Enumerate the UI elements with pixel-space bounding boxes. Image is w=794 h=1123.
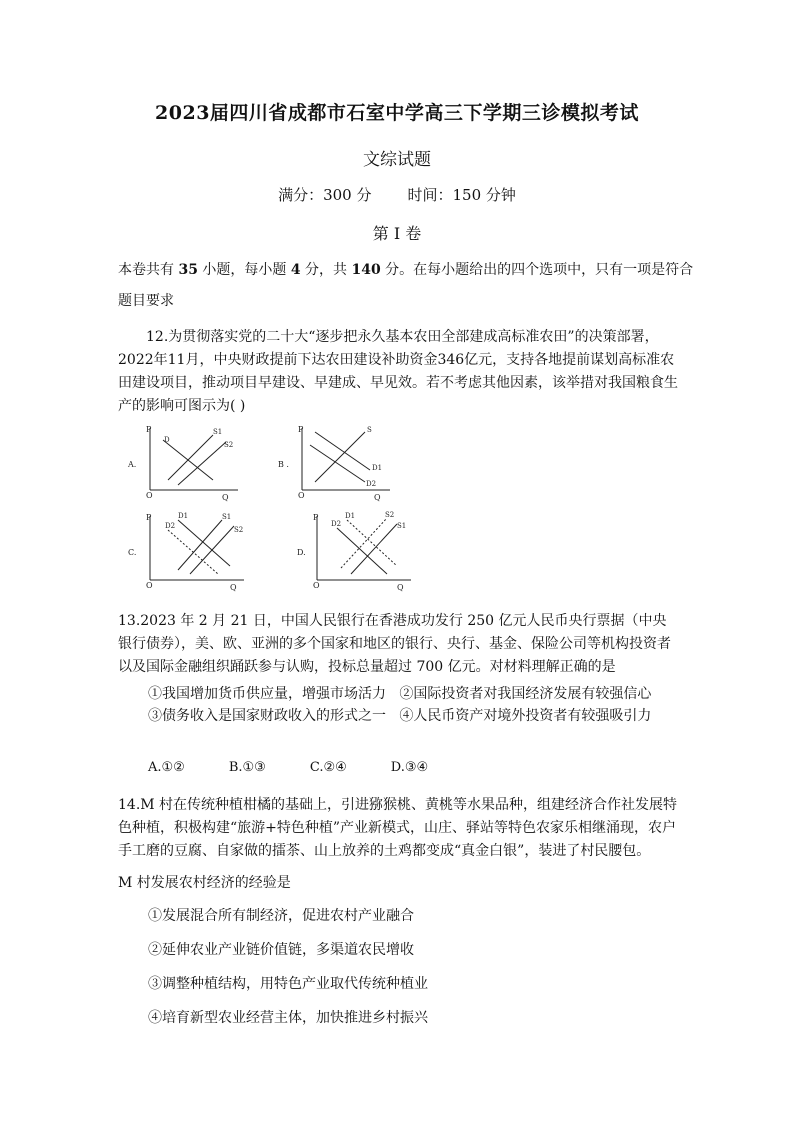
axis-origin-label: O	[298, 491, 305, 500]
choice-a: A.①②	[148, 760, 185, 775]
option-label: A.	[128, 460, 137, 469]
q13-statement-2: ②国际投资者对我国经济发展有较强信心	[399, 686, 652, 702]
q13-statement-3: ③债务收入是国家财政收入的形式之一	[148, 708, 386, 724]
curve-label: D2	[366, 480, 377, 488]
curve-label: D1	[178, 512, 189, 520]
axis-p-label: P	[146, 425, 152, 434]
curve-label: S	[367, 426, 372, 434]
curve-label: S1	[222, 513, 232, 521]
q13-statement-4: ④人民币资产对境外投资者有较强吸引力	[399, 708, 652, 724]
choice-b: B.①③	[228, 760, 266, 775]
option-label: B .	[278, 460, 289, 469]
axis-q-label: Q	[230, 583, 237, 592]
q13-choices	[148, 760, 472, 775]
axis-p-label: P	[146, 513, 152, 522]
axis-origin-label: O	[146, 581, 153, 590]
option-label: D.	[297, 548, 306, 557]
curve-label: S2	[234, 526, 244, 534]
axis-q-label: Q	[374, 493, 381, 502]
question-12: 12.为贯彻落实党的二十大“逐步把永久基本农田全部建成高标准农田”的决策部署，2022年11月，中央财政提前下达农田建设补助资金346亿元，支持各地提前谋划高标准农田建设项目，推动项目早建设、早建成、早见效。若不考虑其他因素，该举措对我国粮食生产的影响可图示为( )	[118, 329, 678, 414]
axis-origin-label: O	[313, 581, 320, 590]
exam-title: 2023届四川省成都市石室中学高三下学期三诊模拟考试	[155, 102, 639, 124]
graph-option-d	[285, 508, 425, 593]
instructions-line-2: 题目要求	[118, 293, 174, 309]
curve-label: D	[164, 436, 170, 444]
q13-statements-row-1	[148, 684, 651, 705]
q13-statement-1: ①我国增加货币供应量，增强市场活力	[148, 686, 386, 702]
curve-label: S1	[213, 428, 223, 436]
question-14: 14.M 村在传统种植柑橘的基础上，引进猕猴桃、黄桃等水果品种，组建经济合作社发展特色种植，积极构建“旅游+特色种植”产业新模式，山庄、驿站等特色农家乐相继涌现，农户手工磨的豆腐、自家做的擂茶、山上放养的土鸡都变成“真金白银”，装进了村民腰包。	[118, 797, 678, 859]
curve-label: D2	[331, 520, 342, 528]
curve-label: D1	[345, 512, 356, 520]
graph-option-b	[270, 420, 400, 505]
q13-statements-row-2	[148, 706, 668, 727]
graph-option-c	[118, 508, 258, 593]
curve-label: D1	[372, 464, 383, 472]
q14-statement-4: ④培育新型农业经营主体，加快推进乡村振兴	[148, 1010, 428, 1026]
instructions-line-1: 本卷共有 35 小题，每小题 4 分，共 140 分。在每小题给出的四个选项中，只有一项是符合	[118, 262, 694, 278]
choice-c: C.②④	[309, 760, 347, 775]
q14-question: M 村发展农村经济的经验是	[118, 875, 291, 891]
curve-label: D2	[165, 522, 176, 530]
graph-option-a	[118, 420, 248, 505]
q14-statement-3: ③调整种植结构，用特色产业取代传统种植业	[148, 976, 428, 992]
choice-d: D.③④	[390, 760, 429, 775]
exam-subtitle: 文综试题	[363, 150, 431, 170]
axis-p-label: P	[298, 425, 304, 434]
axis-p-label: P	[313, 513, 319, 522]
axis-q-label: Q	[222, 493, 229, 502]
exam-meta	[0, 184, 794, 205]
curve-label: S2	[224, 441, 234, 449]
question-13: 13.2023 年 2 月 21 日，中国人民银行在香港成功发行 250 亿元人民币央行票据（中央银行债券），美、欧、亚洲的多个国家和地区的银行、央行、基金、保险公司等机构投资者以及国际金融组织踊跃参与认购，投标总量超过 700 亿元。对材料理解正确的是	[118, 613, 671, 675]
axis-origin-label: O	[146, 491, 153, 500]
option-label: C.	[128, 548, 137, 557]
exam-time: 时间：150 分钟	[407, 186, 516, 204]
axis-q-label: Q	[397, 583, 404, 592]
curve-label: S2	[385, 511, 395, 519]
q14-statement-1: ①发展混合所有制经济，促进农村产业融合	[148, 908, 414, 924]
q14-statement-2: ②延伸农业产业链价值链，多渠道农民增收	[148, 942, 414, 958]
section-heading: 第 I 卷	[372, 224, 422, 243]
curve-label: S1	[397, 522, 407, 530]
full-score: 满分：300 分	[278, 186, 372, 204]
